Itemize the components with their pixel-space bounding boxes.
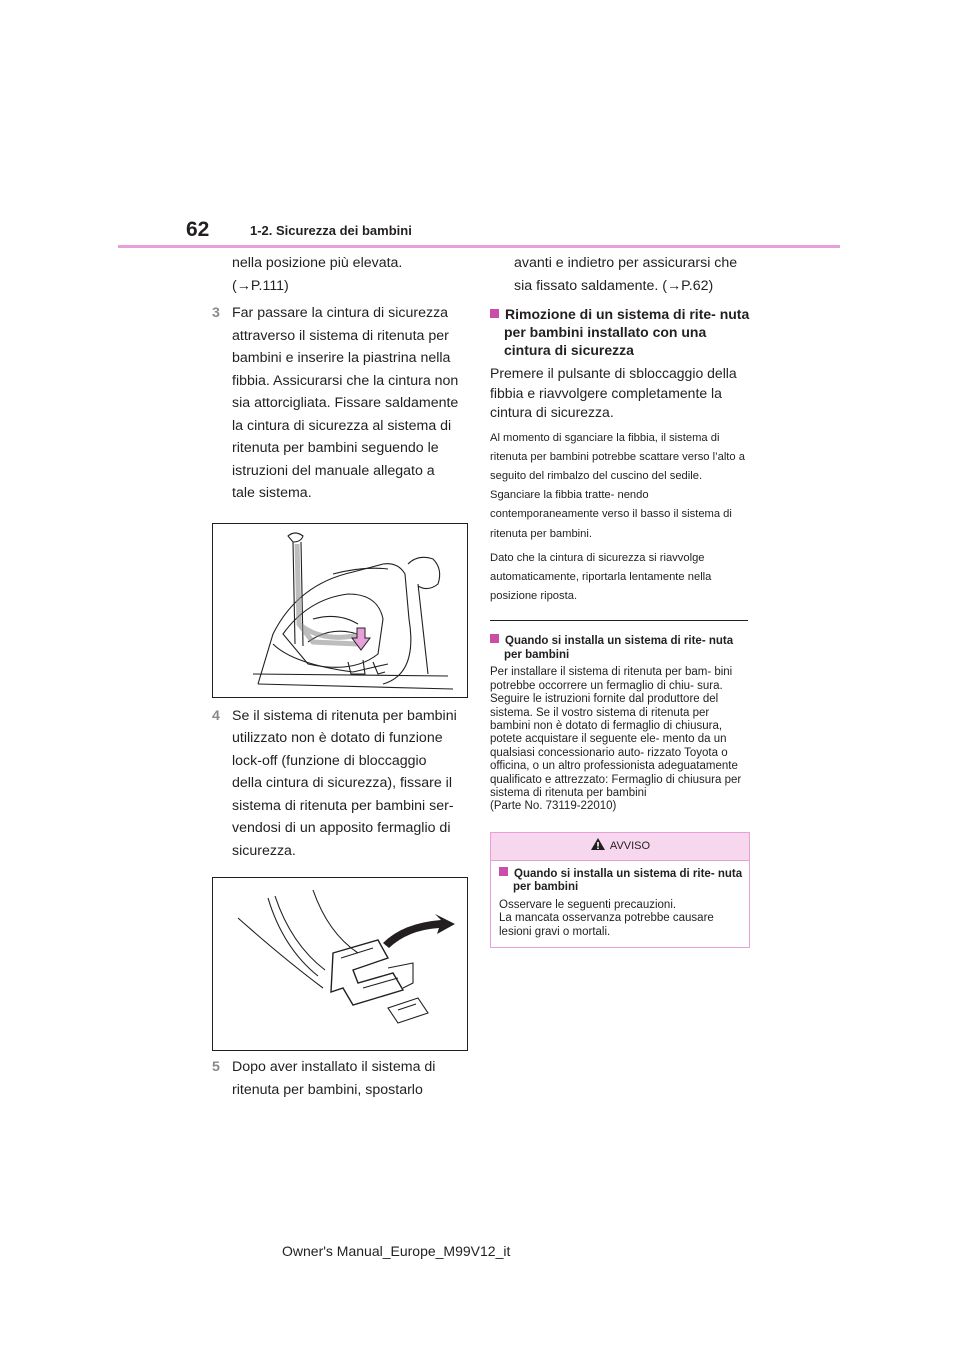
install-heading: [490, 634, 752, 662]
page-number: 62: [186, 218, 210, 241]
warning-line: La mancata osservanza potrebbe causare lesioni gravi o mortali.: [499, 912, 714, 938]
text-line: istruzioni del manuale allegato a: [232, 462, 435, 479]
step-4: [212, 705, 474, 863]
text-line: vendosi di un apposito fermaglio di: [232, 820, 451, 836]
text-line: Se il sistema di ritenuta per bambini: [232, 707, 457, 724]
warning-heading: [499, 867, 743, 895]
square-bullet-icon: [499, 867, 508, 876]
text-line: sistema di ritenuta per bambini ser-: [232, 797, 454, 814]
header-divider: [118, 245, 840, 248]
install-heading-text: Quando si installa un sistema di rite- nuta per bambini: [504, 635, 734, 661]
warning-triangle-icon: [590, 837, 606, 851]
text-line: utilizzato non è dotato di funzione: [232, 730, 443, 746]
section-divider: [490, 620, 748, 621]
install-part-number: (Parte No. 73119-22010): [490, 800, 617, 813]
square-bullet-icon: [490, 634, 499, 643]
removal-heading-text: Rimozione di un sistema di rite- nuta per bambini installato con una cintura di sicurezza: [504, 306, 750, 358]
step5-continuation: [490, 252, 752, 297]
step-number: 3: [212, 305, 220, 321]
page-reference: (→P.111): [232, 277, 289, 294]
warning-box: [490, 832, 750, 948]
text-line: ritenuta per bambini, spostarlo: [232, 1081, 423, 1098]
step-3: [212, 302, 474, 505]
removal-body: Premere il pulsante di sbloccaggio della fibbia e riavvolgere completamente la cintura di sicurezza.: [490, 365, 737, 420]
warning-title: AVVISO: [609, 839, 651, 852]
right-column: [490, 252, 752, 948]
warning-heading-text: Quando si installa un sistema di rite- nuta per bambini: [513, 867, 743, 894]
text-line: nella posizione più elevata.: [232, 255, 403, 271]
text-line: ritenuta per bambini seguendo le: [232, 440, 439, 456]
install-body: Per installare il sistema di ritenuta per bam- bini potrebbe occorrere un fermaglio di chiu- sura. Seguire le istruzioni fornite dal produttore del sistema. Se il vostro sistema di ritenuta per bambini non è dotato di fermaglio di chiusura, potete acquistare il seguente ele- mento da un qualsiasi concessionario auto- rizzato Toyota o officina, o un altro professionista adeguatamente qualificato e attrezzato: Fermaglio di chiusura per sistema di ritenuta per bambini: [490, 666, 742, 799]
text-line: la cintura di sicurezza al sistema di: [232, 417, 452, 434]
warning-header: [491, 833, 749, 861]
removal-heading: [490, 305, 752, 359]
text-line: lock-off (funzione di bloccaggio: [232, 752, 427, 769]
text-line: bambini e inserire la piastrina nella: [232, 350, 451, 366]
note-release-buckle: Al momento di sganciare la fibbia, il sistema di ritenuta per bambini potrebbe scattare verso l’alto a seguito del rimbalzo del cuscino del sedile. Sganciare la fibbia tratte- nendo contemporaneamente verso il basso il sistema di ritenuta per bambini.: [490, 431, 745, 540]
section-title: 1-2. Sicurezza dei bambini: [250, 223, 412, 238]
step-5: [212, 1056, 474, 1101]
child-seat-illustration: [212, 523, 468, 698]
square-bullet-icon: [490, 309, 499, 318]
text-line: della cintura di sicurezza), fissare il: [232, 775, 452, 791]
text-line: sicurezza.: [232, 842, 296, 859]
text-line: Dopo aver installato il sistema di: [232, 1059, 436, 1075]
footer-text: Owner's Manual_Europe_M99V12_it: [282, 1243, 511, 1259]
step2-continuation: [212, 252, 474, 297]
step-number: 4: [212, 707, 220, 724]
text-line: attraverso il sistema di ritenuta per: [232, 327, 449, 344]
text-line: sia attorcigliata. Fissare saldamente: [232, 395, 459, 411]
left-column: [212, 252, 474, 1101]
locking-clip-drawing: [213, 878, 467, 1050]
child-seat-drawing: [213, 524, 467, 697]
locking-clip-illustration: [212, 877, 468, 1051]
warning-line: Osservare le seguenti precauzioni.: [499, 898, 677, 911]
text-line: avanti e indietro per assicurarsi che: [514, 255, 738, 271]
text-line: Far passare la cintura di sicurezza: [232, 305, 449, 321]
text-line: tale sistema.: [232, 485, 312, 501]
step-number: 5: [212, 1059, 220, 1075]
page-reference: sia fissato saldamente. (→P.62): [514, 277, 714, 294]
text-line: fibbia. Assicurarsi che la cintura non: [232, 372, 459, 389]
note-belt-retracts: Dato che la cintura di sicurezza si riavvolge automaticamente, riportarla lentamente nella posizione riposta.: [490, 551, 712, 603]
warning-body: [491, 861, 749, 947]
